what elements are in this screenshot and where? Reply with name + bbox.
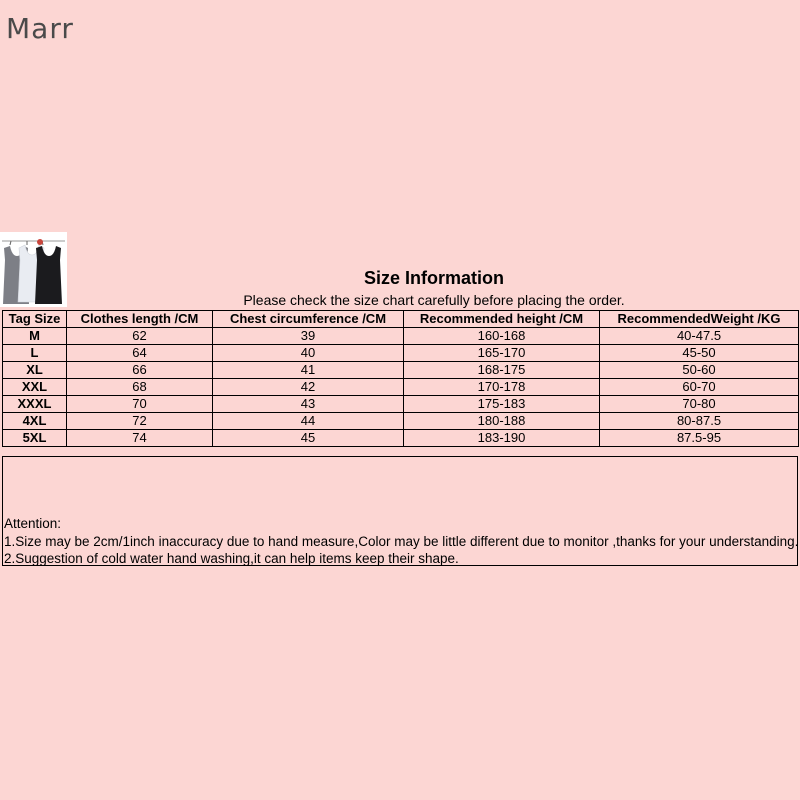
table-header-row: [3, 311, 799, 328]
cell-clothes-length: 62: [67, 328, 213, 345]
table-row: [3, 362, 799, 379]
cell-weight: 40-47.5: [600, 328, 799, 345]
size-info-title: Size Information: [363, 268, 504, 288]
brand-name: Marr: [6, 12, 74, 45]
table-row: [3, 345, 799, 362]
cell-weight: 80-87.5: [600, 413, 799, 430]
cell-chest: 39: [213, 328, 404, 345]
cell-tag-size: XL: [3, 362, 67, 379]
table-row: [3, 413, 799, 430]
cell-tag-size: L: [3, 345, 67, 362]
cell-weight: 50-60: [600, 362, 799, 379]
table-row: [3, 379, 799, 396]
note-line-2: 2.Suggestion of cold water hand washing,it can help items keep their shape.: [4, 551, 459, 566]
attention-heading: Attention:: [4, 516, 62, 531]
size-info-subtitle: Please check the size chart carefully before placing the order.: [243, 292, 625, 308]
header-clothes-length: Clothes length /CM: [67, 311, 213, 328]
cell-clothes-length: 64: [67, 345, 213, 362]
cell-height: 180-188: [404, 413, 600, 430]
cell-clothes-length: 66: [67, 362, 213, 379]
table-row: [3, 430, 799, 447]
cell-chest: 45: [213, 430, 404, 447]
cell-tag-size: XXL: [3, 379, 67, 396]
note-line-1: 1.Size may be 2cm/1inch inaccuracy due to hand measure,Color may be little different due to monitor ,thanks for your understanding.: [4, 534, 799, 549]
table-row: [3, 328, 799, 345]
cell-height: 183-190: [404, 430, 600, 447]
cell-height: 170-178: [404, 379, 600, 396]
cell-chest: 41: [213, 362, 404, 379]
cell-height: 165-170: [404, 345, 600, 362]
cell-weight: 45-50: [600, 345, 799, 362]
cell-height: 168-175: [404, 362, 600, 379]
cell-height: 160-168: [404, 328, 600, 345]
header-height: Recommended height /CM: [404, 311, 600, 328]
header-chest: Chest circumference /CM: [213, 311, 404, 328]
cell-tag-size: M: [3, 328, 67, 345]
header-tag-size: Tag Size: [3, 311, 67, 328]
table-row: [3, 396, 799, 413]
cell-height: 175-183: [404, 396, 600, 413]
attention-notes: [2, 456, 798, 566]
cell-chest: 43: [213, 396, 404, 413]
cell-clothes-length: 70: [67, 396, 213, 413]
cell-weight: 60-70: [600, 379, 799, 396]
cell-clothes-length: 74: [67, 430, 213, 447]
size-table: [2, 310, 799, 447]
cell-chest: 44: [213, 413, 404, 430]
header-weight: RecommendedWeight /KG: [600, 311, 799, 328]
cell-tag-size: 4XL: [3, 413, 67, 430]
cell-clothes-length: 68: [67, 379, 213, 396]
cell-weight: 70-80: [600, 396, 799, 413]
cell-tag-size: XXXL: [3, 396, 67, 413]
cell-chest: 40: [213, 345, 404, 362]
cell-tag-size: 5XL: [3, 430, 67, 447]
cell-chest: 42: [213, 379, 404, 396]
cell-weight: 87.5-95: [600, 430, 799, 447]
cell-clothes-length: 72: [67, 413, 213, 430]
